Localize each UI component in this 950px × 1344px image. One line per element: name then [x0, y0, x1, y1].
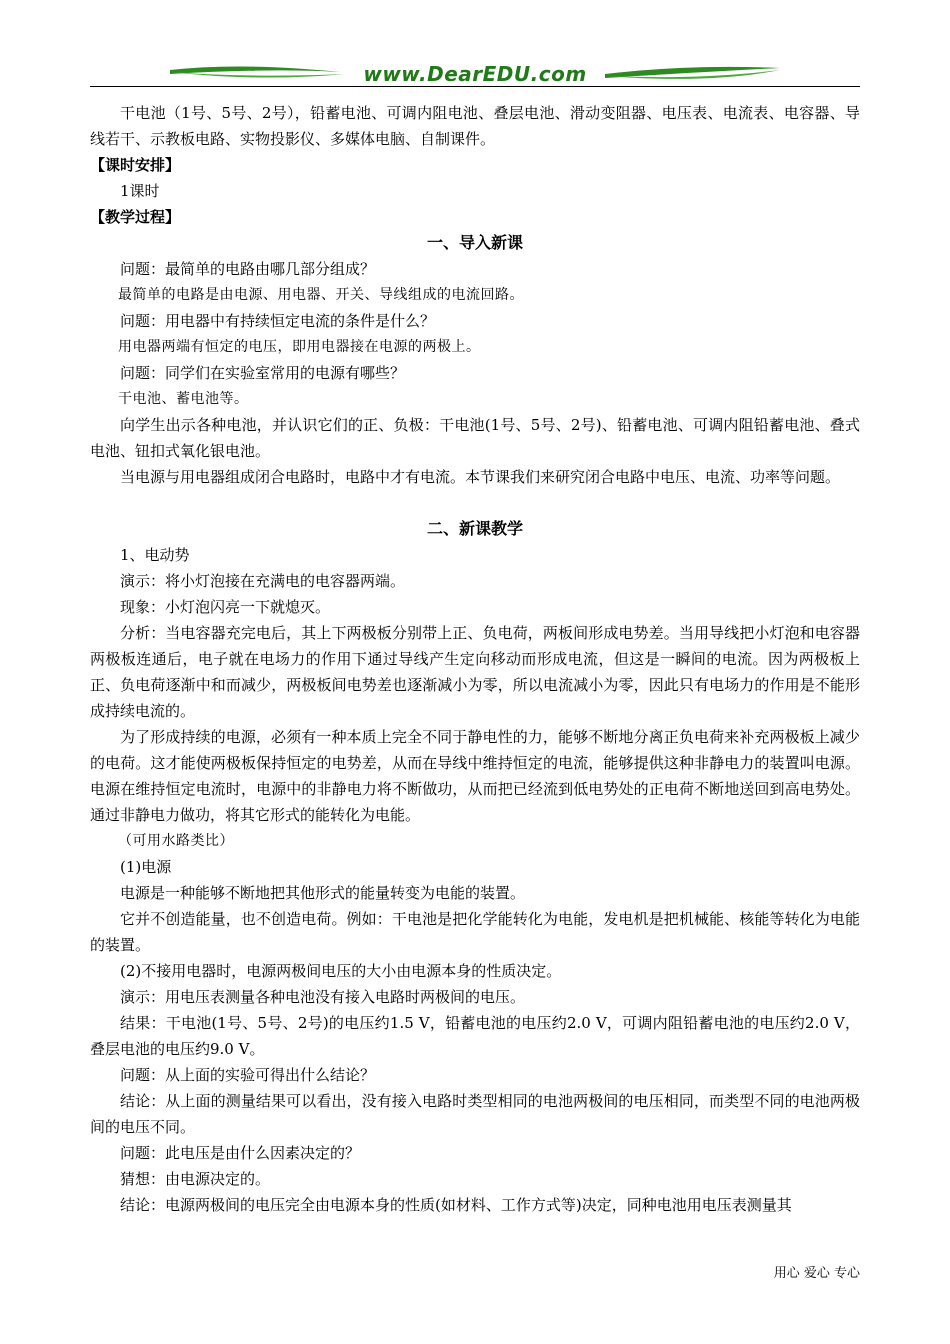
lesson-question-1: 问题：从上面的实验可得出什么结论？	[120, 1066, 376, 1084]
intro-question-1: 问题：最简单的电路由哪几部分组成？	[120, 260, 376, 278]
lesson-demo-2: 演示：用电压表测量各种电池没有接入电路时两极间的电压。	[120, 988, 526, 1006]
lesson-result: 结果：干电池(1号、5号、2号)的电压约1.5 V，铅蓄电池的电压约2.0 V，可调内阻铅蓄电池的电压约2.0 V，叠层电池的电压约9.0 V。	[90, 1014, 860, 1058]
site-url: www.DearEDU.com	[363, 62, 587, 86]
lesson-demo-1: 演示：将小灯泡接在充满电的电容器两端。	[120, 572, 406, 590]
lesson-conclusion-2: 结论：电源两极间的电压完全由电源本身的性质(如材料、工作方式等)决定，同种电池用电压表测量其	[120, 1196, 792, 1214]
heading-new-lesson: 二、新课教学	[426, 519, 523, 538]
lesson-item-1-explanation: 它并不创造能量，也不创造电荷。例如：干电池是把化学能转化为电能，发电机是把机械能、核能等转化为电能的装置。	[90, 910, 860, 954]
intro-answer-2: 用电器两端有恒定的电压，即用电器接在电源的两极上。	[118, 339, 481, 355]
lesson-item-1-definition: 电源是一种能够不断地把其他形式的能量转变为电能的装置。	[120, 884, 526, 902]
lesson-water-analogy-note: （可用水路类比）	[118, 833, 234, 849]
intro-paragraph-batteries: 向学生出示各种电池，并认识它们的正、负极：干电池(1号、5号、2号)、铅蓄电池、可调内阻铅蓄电池、叠式电池、钮扣式氧化银电池。	[90, 416, 860, 460]
lesson-phenomenon: 现象：小灯泡闪亮一下就熄灭。	[120, 598, 331, 616]
footer-slogan: 用心 爱心 专心	[773, 1266, 860, 1281]
intro-answer-1: 最简单的电路是由电源、用电器、开关、导线组成的电流回路。	[118, 287, 524, 303]
intro-question-2: 问题：用电器中有持续恒定电流的条件是什么？	[120, 312, 436, 330]
header-rule	[90, 86, 860, 87]
lesson-question-2: 问题：此电压是由什么因素决定的？	[120, 1144, 361, 1162]
intro-answer-3: 干电池、蓄电池等。	[118, 391, 249, 407]
process-title: 【教学过程】	[90, 208, 181, 226]
lesson-analysis: 分析：当电容器充完电后，其上下两极板分别带上正、负电荷，两板间形成电势差。当用导线把小灯泡和电容器两极板连通后，电子就在电场力的作用下通过导线产生定向移动而形成电流，但这是一瞬间的电流。因为两极板上正、负电荷逐渐中和而减少，两极板间电势差也逐渐减小为零，所以电流减小为零，因此只有电场力的作用是不能形成持续电流的。	[90, 624, 860, 720]
lesson-subheading-emf: 1、电动势	[120, 546, 190, 564]
lesson-conclusion-1: 结论：从上面的测量结果可以看出，没有接入电路时类型相同的电池两极间的电压相同，而类型不同的电池两极间的电压不同。	[90, 1092, 860, 1136]
materials-paragraph: 干电池（1号、5号、2号），铅蓄电池、可调内阻电池、叠层电池、滑动变阻器、电压表、电流表、电容器、导线若干、示教板电路、实物投影仪、多媒体电脑、自制课件。	[90, 104, 860, 148]
lesson-item-2-title: (2)不接用电器时，电源两极间电压的大小由电源本身的性质决定。	[120, 962, 562, 980]
lesson-power-source-paragraph: 为了形成持续的电源，必须有一种本质上完全不同于静电性的力，能够不断地分离正负电荷来补充两极板上减少的电荷。这才能使两极板保持恒定的电势差，从而在导线中维持恒定的电流，能够提供这种非静电力的装置叫电源。电源在维持恒定电流时，电源中的非静电力将不断做功，从而把已经流到低电势处的正电荷不断地送回到高电势处。通过非静电力做功，将其它形式的能转化为电能。	[90, 728, 860, 824]
intro-question-3: 问题：同学们在实验室常用的电源有哪些？	[120, 364, 406, 382]
schedule-value: 1课时	[120, 182, 160, 200]
intro-paragraph-circuit: 当电源与用电器组成闭合电路时，电路中才有电流。本节课我们来研究闭合电路中电压、电流、功率等问题。	[120, 468, 841, 486]
schedule-title: 【课时安排】	[90, 156, 181, 174]
lesson-item-1-title: (1)电源	[120, 858, 172, 876]
heading-intro: 一、导入新课	[426, 233, 523, 252]
lesson-guess: 猜想：由电源决定的。	[120, 1170, 271, 1188]
document-body	[90, 100, 860, 1218]
